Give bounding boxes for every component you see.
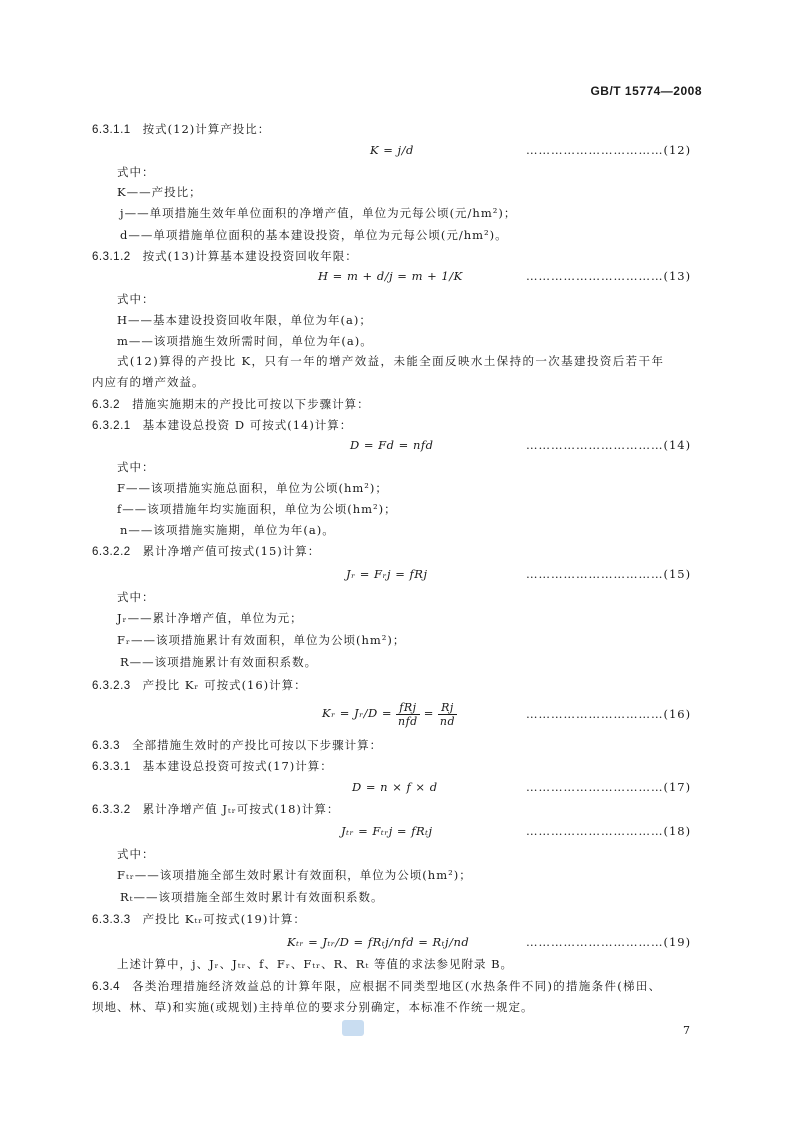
equation-12: K = j/d bbox=[370, 143, 414, 157]
definition-f: f——该项措施年均实施面积，单位为公顷(hm²)； bbox=[117, 502, 397, 516]
clause-number: 6.3.3.2 bbox=[92, 804, 131, 816]
where-label: 式中： bbox=[117, 460, 155, 474]
clause-number: 6.3.4 bbox=[92, 981, 121, 993]
clause-number: 6.3.2.3 bbox=[92, 680, 131, 692]
clause-text: 产投比 Kᵣ 可按式(16)计算： bbox=[142, 678, 307, 692]
clause-6-3-2 bbox=[92, 396, 370, 413]
standard-code-header: GB/T 15774—2008 bbox=[590, 84, 702, 98]
fraction-2-denominator: nd bbox=[439, 714, 456, 728]
definition-Ftr: Fₜᵣ——该项措施全部生效时累计有效面积，单位为公顷(hm²)； bbox=[117, 868, 472, 882]
clause-text: 全部措施生效时的产投比可按以下步骤计算： bbox=[132, 738, 383, 752]
paragraph-appendix-note: 上述计算中，j、Jᵣ、Jₜᵣ、f、Fᵣ、Fₜᵣ、R、Rₜ 等值的求法参见附录 B。 bbox=[117, 957, 514, 971]
clause-6-3-3-1 bbox=[92, 758, 333, 775]
clause-number: 6.3.2 bbox=[92, 399, 121, 411]
equation-19: Kₜᵣ = Jₜᵣ/D = fRₜj/nfd = Rₜj/nd bbox=[287, 935, 470, 949]
fraction-1-denominator: nfd bbox=[398, 714, 418, 728]
equation-13: H = m + d/j = m + 1/K bbox=[318, 269, 463, 283]
definition-j: j——单项措施生效年单位面积的净增产值，单位为元每公顷(元/hm²)； bbox=[120, 206, 517, 220]
where-label: 式中： bbox=[117, 590, 155, 604]
equation-number-12: ……………………………(12) bbox=[526, 143, 692, 157]
clause-6-3-4 bbox=[92, 978, 661, 995]
clause-number: 6.3.3.1 bbox=[92, 761, 131, 773]
clause-text: 产投比 Kₜᵣ可按式(19)计算： bbox=[142, 912, 306, 926]
where-label: 式中： bbox=[117, 847, 155, 861]
clause-6-3-2-3 bbox=[92, 677, 307, 694]
clause-6-3-3-2 bbox=[92, 801, 339, 818]
clause-6-3-1-1 bbox=[92, 121, 270, 138]
clause-6-3-1-2 bbox=[92, 248, 358, 265]
definition-F: F——该项措施实施总面积，单位为公顷(hm²)； bbox=[117, 481, 388, 495]
page-number: 7 bbox=[683, 1024, 690, 1037]
clause-6-3-2-1 bbox=[92, 417, 352, 434]
definition-Jr: Jᵣ——累计净增产值，单位为元； bbox=[117, 611, 303, 625]
definition-K: K——产投比； bbox=[117, 185, 202, 199]
definition-d: d——单项措施单位面积的基本建设投资，单位为元每公顷(元/hm²)。 bbox=[120, 228, 508, 242]
equation-14: D = Fd = nfd bbox=[350, 438, 434, 452]
paragraph-line: 式(12)算得的产投比 K，只有一年的增产效益，未能全面反映水土保持的一次基建投资后若干年 bbox=[117, 354, 665, 368]
definition-m: m——该项措施生效所需时间，单位为年(a)。 bbox=[117, 334, 373, 348]
definition-Fr: Fᵣ——该项措施累计有效面积，单位为公顷(hm²)； bbox=[117, 633, 406, 647]
equation-18: Jₜᵣ = Fₜᵣj = fRₜj bbox=[341, 824, 433, 838]
clause-number: 6.3.2.1 bbox=[92, 420, 131, 432]
clause-number: 6.3.3 bbox=[92, 740, 121, 752]
equation-number-16: ……………………………(16) bbox=[526, 707, 692, 721]
clause-text: 按式(12)计算产投比： bbox=[142, 122, 271, 136]
equation-17: D = n × f × d bbox=[352, 780, 438, 794]
equation-16-equals: = bbox=[423, 706, 434, 720]
fraction-1 bbox=[396, 701, 420, 728]
equation-number-17: ……………………………(17) bbox=[526, 780, 692, 794]
definition-H: H——基本建设投资回收年限，单位为年(a)； bbox=[117, 313, 372, 327]
equation-16 bbox=[322, 698, 461, 728]
equation-16-left: Kᵣ = Jᵣ/D = bbox=[322, 706, 393, 720]
clause-text: 累计净增产值 Jₜᵣ可按式(18)计算： bbox=[142, 802, 340, 816]
publisher-watermark-icon bbox=[342, 1020, 364, 1036]
clause-text: 按式(13)计算基本建设投资回收年限： bbox=[142, 249, 358, 263]
clause-number: 6.3.2.2 bbox=[92, 546, 131, 558]
equation-number-19: ……………………………(19) bbox=[526, 935, 692, 949]
clause-6-3-2-2 bbox=[92, 543, 320, 560]
clause-number: 6.3.1.1 bbox=[92, 124, 131, 136]
clause-number: 6.3.3.3 bbox=[92, 914, 131, 926]
clause-6-3-3 bbox=[92, 737, 382, 754]
equation-number-15: ……………………………(15) bbox=[526, 567, 692, 581]
clause-text: 措施实施期末的产投比可按以下步骤计算： bbox=[132, 397, 370, 411]
definition-n: n——该项措施实施期，单位为年(a)。 bbox=[120, 523, 335, 537]
clause-6-3-4-continued: 坝地、林、草)和实施(或规划)主持单位的要求分别确定，本标准不作统一规定。 bbox=[92, 1000, 534, 1014]
definition-Rt: Rₜ——该项措施全部生效时累计有效面积系数。 bbox=[120, 890, 384, 904]
clause-6-3-3-3 bbox=[92, 911, 306, 928]
paragraph-line: 内应有的增产效益。 bbox=[92, 375, 205, 389]
where-label: 式中： bbox=[117, 292, 155, 306]
equation-number-13: ……………………………(13) bbox=[526, 269, 692, 283]
clause-text: 基本建设总投资可按式(17)计算： bbox=[142, 759, 333, 773]
equation-number-18: ……………………………(18) bbox=[526, 824, 692, 838]
clause-text: 基本建设总投资 D 可按式(14)计算： bbox=[142, 418, 353, 432]
equation-15: Jᵣ = Fᵣj = fRj bbox=[346, 567, 428, 581]
clause-text: 累计净增产值可按式(15)计算： bbox=[142, 544, 321, 558]
fraction-2-numerator: Rj bbox=[438, 701, 457, 715]
where-label: 式中： bbox=[117, 165, 155, 179]
clause-number: 6.3.1.2 bbox=[92, 251, 131, 263]
fraction-1-numerator: fRj bbox=[396, 701, 420, 715]
fraction-2 bbox=[438, 701, 457, 728]
definition-R: R——该项措施累计有效面积系数。 bbox=[120, 655, 318, 669]
equation-number-14: ……………………………(14) bbox=[526, 438, 692, 452]
clause-text: 各类治理措施经济效益总的计算年限，应根据不同类型地区(水热条件不同)的措施条件(梯田、 bbox=[132, 979, 662, 993]
